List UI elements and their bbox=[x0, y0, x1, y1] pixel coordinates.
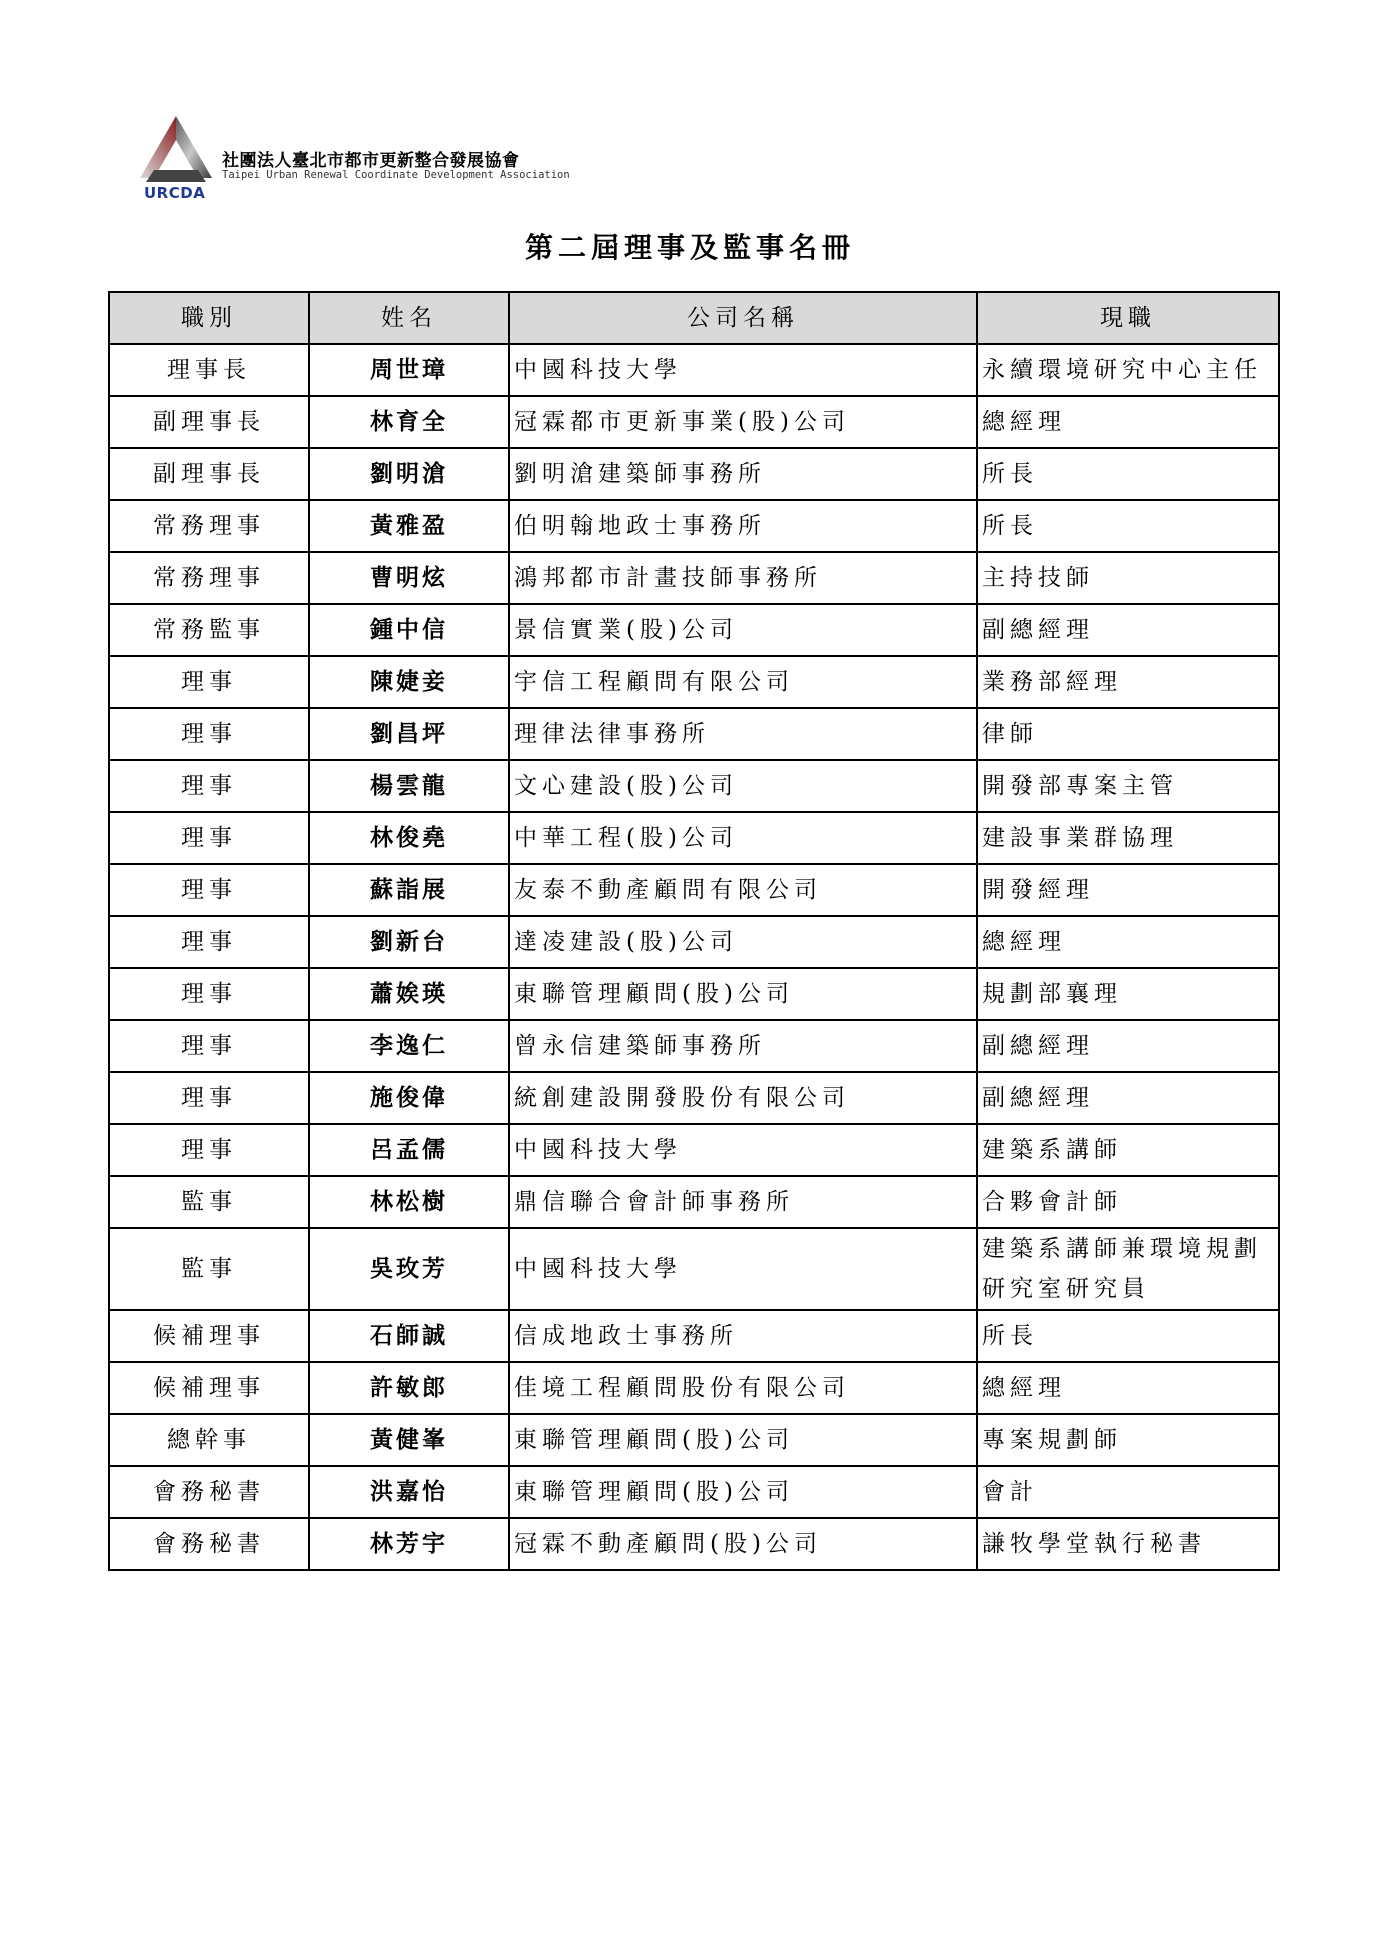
column-header-name: 姓名 bbox=[309, 292, 509, 344]
cell-role: 理事 bbox=[109, 1072, 309, 1124]
cell-title: 會計 bbox=[977, 1466, 1279, 1518]
cell-title: 規劃部襄理 bbox=[977, 968, 1279, 1020]
table-row bbox=[109, 1362, 1279, 1414]
cell-role: 理事 bbox=[109, 916, 309, 968]
cell-name: 周世璋 bbox=[309, 344, 509, 396]
table-row bbox=[109, 500, 1279, 552]
table-row bbox=[109, 760, 1279, 812]
cell-name: 林育全 bbox=[309, 396, 509, 448]
cell-role: 會務秘書 bbox=[109, 1518, 309, 1570]
table-header-row bbox=[109, 292, 1279, 344]
table-row bbox=[109, 656, 1279, 708]
cell-title: 副總經理 bbox=[977, 1072, 1279, 1124]
cell-name: 鍾中信 bbox=[309, 604, 509, 656]
cell-role: 副理事長 bbox=[109, 396, 309, 448]
cell-title: 律師 bbox=[977, 708, 1279, 760]
urcda-logo-icon bbox=[136, 112, 216, 192]
table-row bbox=[109, 968, 1279, 1020]
cell-role: 理事 bbox=[109, 708, 309, 760]
cell-company: 中國科技大學 bbox=[509, 1228, 977, 1310]
cell-company: 文心建設(股)公司 bbox=[509, 760, 977, 812]
table-row bbox=[109, 396, 1279, 448]
table-row bbox=[109, 1020, 1279, 1072]
cell-name: 林芳宇 bbox=[309, 1518, 509, 1570]
cell-role: 常務監事 bbox=[109, 604, 309, 656]
cell-name: 蘇詣展 bbox=[309, 864, 509, 916]
cell-company: 達凌建設(股)公司 bbox=[509, 916, 977, 968]
org-header bbox=[136, 112, 736, 204]
cell-company: 曾永信建築師事務所 bbox=[509, 1020, 977, 1072]
table-row bbox=[109, 864, 1279, 916]
cell-role: 理事 bbox=[109, 1020, 309, 1072]
cell-company: 佳境工程顧問股份有限公司 bbox=[509, 1362, 977, 1414]
cell-company: 東聯管理顧問(股)公司 bbox=[509, 968, 977, 1020]
cell-name: 劉昌坪 bbox=[309, 708, 509, 760]
cell-name: 曹明炫 bbox=[309, 552, 509, 604]
cell-role: 監事 bbox=[109, 1228, 309, 1310]
cell-name: 呂孟儒 bbox=[309, 1124, 509, 1176]
cell-company: 東聯管理顧問(股)公司 bbox=[509, 1466, 977, 1518]
column-header-role: 職別 bbox=[109, 292, 309, 344]
cell-role: 常務理事 bbox=[109, 552, 309, 604]
cell-role: 理事 bbox=[109, 656, 309, 708]
cell-title: 所長 bbox=[977, 448, 1279, 500]
cell-name: 林俊堯 bbox=[309, 812, 509, 864]
org-name-chinese: 社團法人臺北市都市更新整合發展協會 bbox=[222, 151, 520, 171]
cell-title: 業務部經理 bbox=[977, 656, 1279, 708]
cell-company: 伯明翰地政士事務所 bbox=[509, 500, 977, 552]
cell-company: 友泰不動產顧問有限公司 bbox=[509, 864, 977, 916]
cell-role: 會務秘書 bbox=[109, 1466, 309, 1518]
cell-role: 理事 bbox=[109, 1124, 309, 1176]
table-row bbox=[109, 916, 1279, 968]
cell-name: 楊雲龍 bbox=[309, 760, 509, 812]
cell-name: 李逸仁 bbox=[309, 1020, 509, 1072]
cell-name: 黃健峯 bbox=[309, 1414, 509, 1466]
cell-role: 副理事長 bbox=[109, 448, 309, 500]
cell-title: 建築系講師兼環境規劃研究室研究員 bbox=[977, 1228, 1279, 1310]
cell-role: 候補理事 bbox=[109, 1362, 309, 1414]
cell-company: 統創建設開發股份有限公司 bbox=[509, 1072, 977, 1124]
table-row bbox=[109, 1414, 1279, 1466]
cell-name: 許敏郎 bbox=[309, 1362, 509, 1414]
column-header-title: 現職 bbox=[977, 292, 1279, 344]
cell-company: 中華工程(股)公司 bbox=[509, 812, 977, 864]
cell-title: 謙牧學堂執行秘書 bbox=[977, 1518, 1279, 1570]
cell-name: 陳婕妾 bbox=[309, 656, 509, 708]
cell-company: 東聯管理顧問(股)公司 bbox=[509, 1414, 977, 1466]
cell-role: 常務理事 bbox=[109, 500, 309, 552]
cell-title: 副總經理 bbox=[977, 1020, 1279, 1072]
cell-title: 建築系講師 bbox=[977, 1124, 1279, 1176]
cell-role: 監事 bbox=[109, 1176, 309, 1228]
cell-title: 合夥會計師 bbox=[977, 1176, 1279, 1228]
cell-name: 吳玫芳 bbox=[309, 1228, 509, 1310]
cell-name: 蕭娭瑛 bbox=[309, 968, 509, 1020]
cell-company: 鼎信聯合會計師事務所 bbox=[509, 1176, 977, 1228]
table-row bbox=[109, 1228, 1279, 1310]
cell-title: 開發經理 bbox=[977, 864, 1279, 916]
cell-name: 施俊偉 bbox=[309, 1072, 509, 1124]
cell-title: 開發部專案主管 bbox=[977, 760, 1279, 812]
cell-role: 候補理事 bbox=[109, 1310, 309, 1362]
cell-title: 總經理 bbox=[977, 396, 1279, 448]
cell-company: 中國科技大學 bbox=[509, 344, 977, 396]
cell-company: 信成地政士事務所 bbox=[509, 1310, 977, 1362]
cell-company: 冠霖都市更新事業(股)公司 bbox=[509, 396, 977, 448]
cell-name: 劉明滄 bbox=[309, 448, 509, 500]
table-row bbox=[109, 448, 1279, 500]
cell-title: 總經理 bbox=[977, 1362, 1279, 1414]
cell-company: 景信實業(股)公司 bbox=[509, 604, 977, 656]
cell-title: 總經理 bbox=[977, 916, 1279, 968]
cell-name: 劉新台 bbox=[309, 916, 509, 968]
cell-company: 劉明滄建築師事務所 bbox=[509, 448, 977, 500]
cell-role: 理事 bbox=[109, 968, 309, 1020]
cell-title: 主持技師 bbox=[977, 552, 1279, 604]
cell-title: 副總經理 bbox=[977, 604, 1279, 656]
cell-title: 所長 bbox=[977, 1310, 1279, 1362]
cell-role: 理事長 bbox=[109, 344, 309, 396]
table-row bbox=[109, 1310, 1279, 1362]
table-row bbox=[109, 552, 1279, 604]
cell-company: 鴻邦都市計畫技師事務所 bbox=[509, 552, 977, 604]
table-row bbox=[109, 812, 1279, 864]
column-header-company: 公司名稱 bbox=[509, 292, 977, 344]
roster-body bbox=[109, 344, 1279, 1570]
table-row bbox=[109, 604, 1279, 656]
cell-title: 所長 bbox=[977, 500, 1279, 552]
cell-name: 黃雅盈 bbox=[309, 500, 509, 552]
cell-title: 建設事業群協理 bbox=[977, 812, 1279, 864]
cell-company: 宇信工程顧問有限公司 bbox=[509, 656, 977, 708]
cell-company: 中國科技大學 bbox=[509, 1124, 977, 1176]
cell-name: 洪嘉怡 bbox=[309, 1466, 509, 1518]
table-row bbox=[109, 708, 1279, 760]
cell-company: 冠霖不動產顧問(股)公司 bbox=[509, 1518, 977, 1570]
table-row bbox=[109, 1124, 1279, 1176]
table-row bbox=[109, 1072, 1279, 1124]
table-row bbox=[109, 344, 1279, 396]
cell-role: 理事 bbox=[109, 864, 309, 916]
org-name-english: Taipei Urban Renewal Coordinate Development Association bbox=[222, 169, 570, 181]
cell-name: 林松樹 bbox=[309, 1176, 509, 1228]
document-title: 第二屆理事及監事名冊 bbox=[524, 231, 855, 264]
cell-title: 專案規劃師 bbox=[977, 1414, 1279, 1466]
cell-role: 理事 bbox=[109, 760, 309, 812]
cell-company: 理律法律事務所 bbox=[509, 708, 977, 760]
table-row bbox=[109, 1176, 1279, 1228]
cell-role: 理事 bbox=[109, 812, 309, 864]
org-abbreviation: URCDA bbox=[144, 184, 206, 202]
table-row bbox=[109, 1518, 1279, 1570]
table-row bbox=[109, 1466, 1279, 1518]
cell-role: 總幹事 bbox=[109, 1414, 309, 1466]
cell-title: 永續環境研究中心主任 bbox=[977, 344, 1279, 396]
roster-table bbox=[108, 291, 1280, 1571]
cell-name: 石師誠 bbox=[309, 1310, 509, 1362]
